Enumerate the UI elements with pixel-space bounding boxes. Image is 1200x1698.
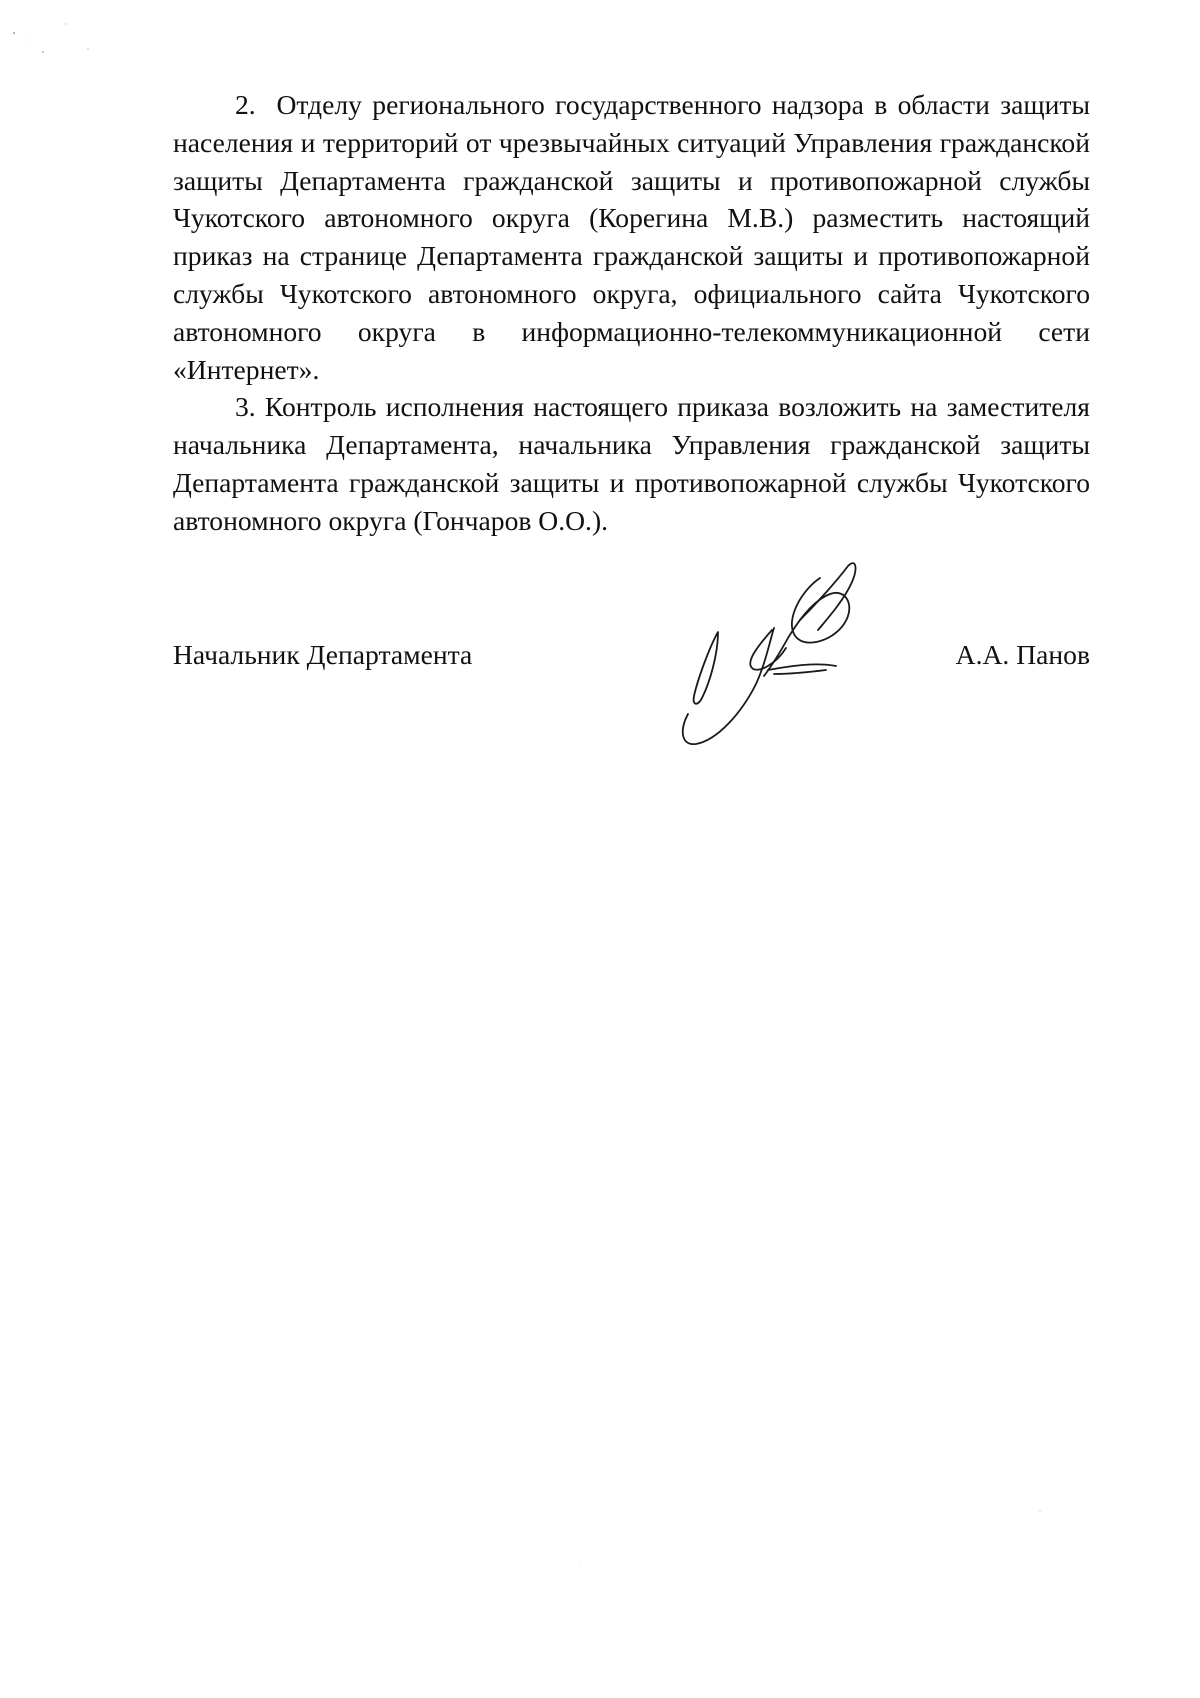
handwritten-signature (670, 560, 910, 760)
signer-position: Начальник Департамента (173, 639, 473, 670)
signature-block (173, 636, 1090, 676)
document-body (173, 86, 1090, 540)
signer-name: А.А. Панов (955, 639, 1090, 670)
paragraph-2: 2. Отделу регионального государственного надзора в области защиты населения и территорий от чрезвычайных ситуаций Управления гражданской защиты Департамента гражданской защиты и противопожарной службы Чукотского автономного округа (Корегина М.В.) разместить настоящий приказ на странице Департамента гражданской защиты и противопожарной службы Чукотского автономного округа, официального сайта Чукотского автономного округа в информационно-телекоммуникационной сети «Интернет». (173, 89, 1090, 385)
paragraph-3: 3. Контроль исполнения настоящего приказа возложить на заместителя начальника Департамента, начальника Управления гражданской защиты Департамента гражданской защиты и противопожарной службы Чукотского автономного округа (Гончаров О.О.). (173, 391, 1090, 536)
